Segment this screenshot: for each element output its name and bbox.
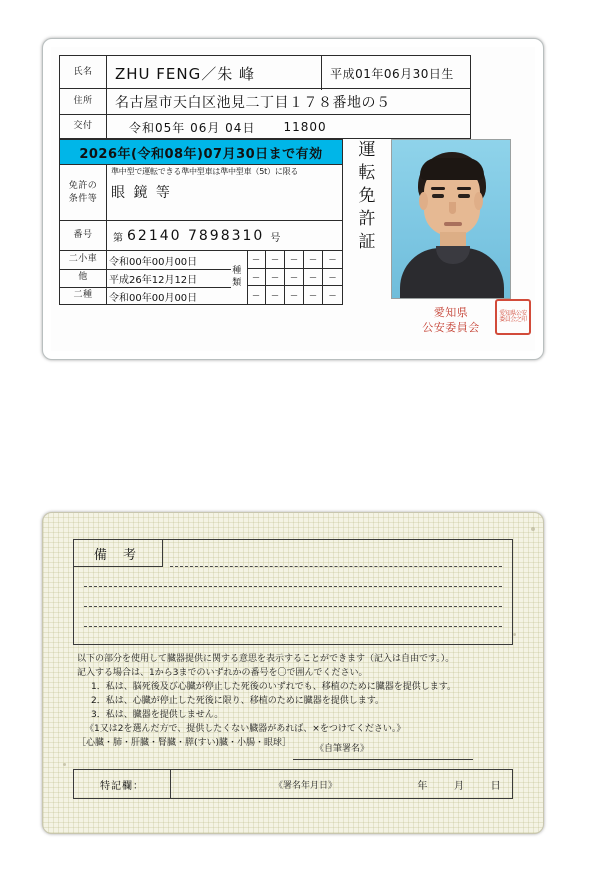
signature-line[interactable] — [293, 759, 473, 760]
class-label-2: 二種 — [73, 290, 93, 301]
class-value-2: 令和00年00月00日 — [109, 292, 198, 304]
remarks-dash-line — [84, 606, 502, 607]
name-row — [59, 55, 471, 89]
remarks-dash-line — [84, 626, 502, 627]
remarks-dash-line — [84, 586, 502, 587]
name-label: 氏名 — [73, 67, 93, 78]
conditions-value-cell — [106, 165, 344, 221]
vertical-title — [351, 139, 383, 251]
conditions-label — [60, 165, 106, 221]
photo-eye-left — [432, 194, 444, 198]
vertical-title-char5: 証 — [358, 231, 376, 252]
organ-option-2[interactable]: 2．私は、心臓が停止した死後に限り、移植のために臓器を提供します。 — [91, 695, 385, 706]
conditions-label-line1: 免許の — [68, 180, 98, 191]
address-value-cell — [106, 89, 481, 115]
type-cell: — — [266, 269, 285, 287]
organ-intro-line2: 記入する場合は、1から3までのいずれかの番号を〇で囲んでください。 — [77, 667, 368, 678]
class-label-1: 他 — [60, 269, 106, 288]
issue-label: 交付 — [73, 121, 93, 132]
class-label-0: 二小車 — [60, 251, 106, 270]
speck — [513, 633, 516, 636]
class-value-cell-0 — [106, 251, 231, 270]
conditions-row — [59, 165, 343, 221]
address-label: 住所 — [73, 96, 93, 107]
number-prefix: 第 — [113, 232, 123, 244]
number-value-cell — [106, 221, 351, 251]
photo-ear-left — [419, 192, 428, 210]
photo-eye-right — [458, 194, 470, 198]
type-cell: — — [304, 286, 323, 304]
vertical-title-char3: 免 — [358, 185, 376, 206]
type-cell: — — [285, 286, 304, 304]
type-cell: — — [323, 269, 342, 287]
issue-number: 11800 — [283, 120, 327, 134]
vertical-title-char2: 転 — [358, 162, 376, 183]
types-label-char1: 種 — [232, 266, 242, 277]
sign-date-fields[interactable] — [404, 770, 514, 798]
sign-date-label: 《署名年月日》 — [274, 780, 338, 791]
expiry-text: 2026年(令和08年)07月30日まで有効 — [79, 146, 323, 162]
sign-date-day: 日 — [490, 780, 501, 792]
sign-date-year: 年 — [417, 780, 428, 792]
remarks-dash-line — [170, 566, 502, 567]
class-value-cell-1 — [106, 269, 231, 288]
photo-nose — [449, 202, 456, 214]
license-front-card — [42, 38, 544, 360]
class-value-0: 令和00年00月00日 — [109, 256, 198, 268]
photo-mouth — [444, 222, 462, 226]
organ-list[interactable]: ［心臓・肺・肝臓・腎臓・膵(すい)臓・小腸・眼球］ — [77, 737, 292, 748]
type-cell: — — [247, 251, 266, 269]
class-value-cell-2 — [106, 287, 231, 305]
issuer-block — [391, 303, 511, 339]
organ-intro-line1: 以下の部分を使用して臓器提供に関する意思を表示することができます（記入は自由です。）。 — [77, 654, 455, 664]
remarks-label: 備 考 — [74, 540, 163, 567]
speck — [531, 527, 535, 531]
type-cell: — — [266, 251, 285, 269]
type-cell: — — [304, 251, 323, 269]
remarks-box — [73, 539, 513, 645]
speck — [63, 763, 66, 766]
vertical-title-char1: 運 — [358, 140, 376, 160]
license-front-inner — [51, 47, 535, 351]
signature-note: 《自筆署名》 — [315, 744, 370, 754]
types-grid — [247, 251, 342, 304]
organ-note: 《1又は2を選んだ方で、提供したくない臓器があれば、×をつけてください。》 — [85, 723, 406, 734]
conditions-label-line2: 条件等 — [68, 194, 98, 204]
seal-text: 愛知県公安委員会之印 — [499, 309, 527, 323]
portrait-photo — [391, 139, 511, 299]
vertical-title-char4: 許 — [358, 208, 376, 229]
type-cell: — — [323, 251, 342, 269]
conditions-small-text: 準中型で運転できる準中型車は準中型車（5t）に限る — [111, 167, 299, 176]
issuer-prefecture: 愛知県 — [433, 306, 469, 320]
issue-date: 令和05年 06月 04日 — [129, 120, 256, 135]
official-seal-icon — [495, 299, 531, 335]
special-notes-box — [73, 769, 513, 799]
class-value-1: 平成26年12月12日 — [109, 274, 198, 286]
type-cell: — — [304, 269, 323, 287]
address-row — [59, 89, 471, 115]
conditions-value: 眼 鏡 等 — [111, 185, 172, 202]
types-label-char2: 類 — [232, 278, 242, 288]
organ-option-1[interactable]: 1．私は、脳死後及び心臓が停止した死後のいずれでも、移植のために臓器を提供します。 — [91, 681, 457, 692]
issue-row — [59, 115, 471, 139]
type-cell: — — [285, 251, 304, 269]
type-cell: — — [266, 286, 285, 304]
photo-brow-left — [431, 187, 445, 190]
name-value-cell — [106, 56, 322, 90]
photo-ear-right — [474, 192, 483, 210]
organ-donation-section — [77, 653, 513, 751]
issue-value-cell — [106, 115, 495, 139]
number-suffix: 号 — [270, 232, 281, 244]
birth-value: 平成01年06月30日生 — [330, 66, 454, 81]
photo-fringe — [420, 158, 484, 180]
type-cell: — — [247, 286, 266, 304]
photo-brow-right — [457, 187, 471, 190]
types-label — [227, 251, 248, 305]
number-value: 62140 7898310 — [127, 228, 265, 244]
number-row — [59, 221, 343, 251]
number-label: 番号 — [73, 230, 93, 241]
special-notes-label: 特記欄： — [74, 770, 171, 798]
address-value: 名古屋市天白区池見二丁目１７８番地の５ — [115, 95, 391, 111]
type-cell: — — [329, 291, 336, 300]
sign-date-month: 月 — [453, 780, 464, 792]
types-grid-block — [227, 251, 343, 305]
type-cell: — — [247, 269, 266, 287]
organ-option-3[interactable]: 3．私は、臓器を提供しません。 — [91, 709, 224, 720]
issuer-commission: 公安委員会 — [422, 321, 480, 334]
license-back-card — [42, 512, 544, 834]
expiry-band — [59, 139, 343, 165]
birth-cell — [312, 56, 472, 90]
name-value: ZHU FENG／朱 峰 — [115, 64, 256, 83]
type-cell: — — [285, 269, 304, 287]
